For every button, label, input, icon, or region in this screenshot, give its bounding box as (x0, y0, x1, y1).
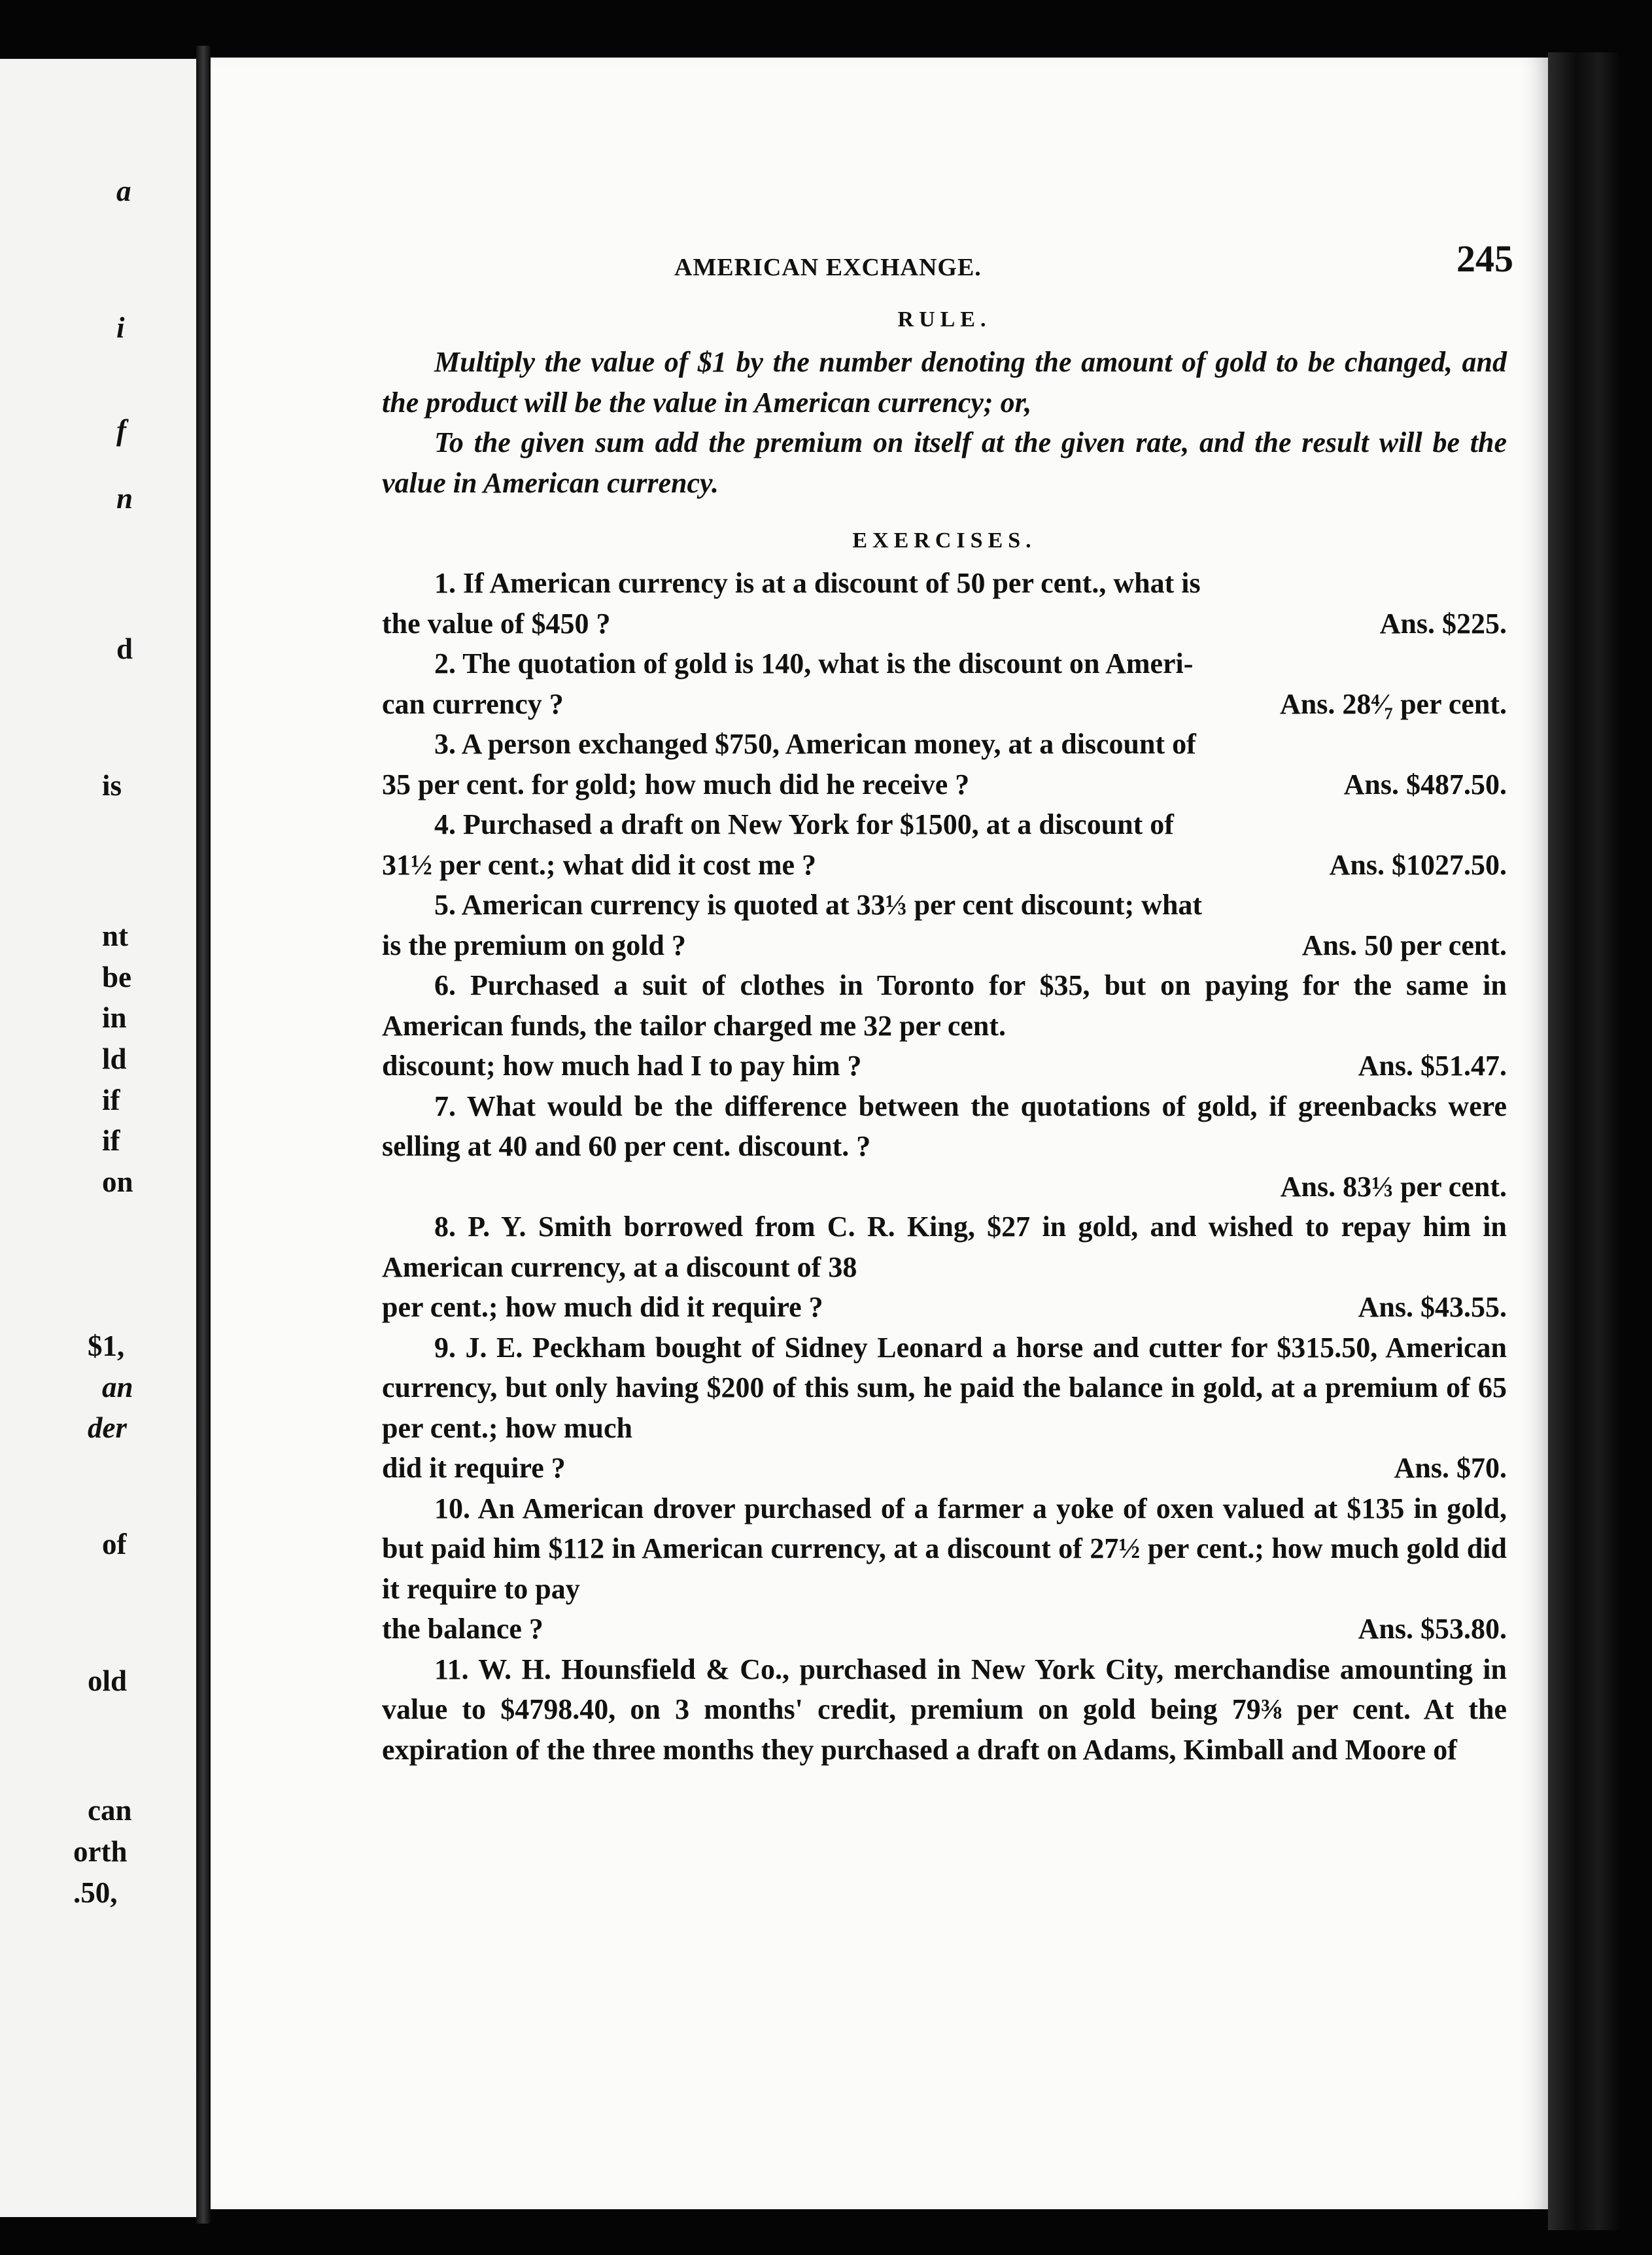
exercise-text: 8. P. Y. Smith borrowed from C. R. King, $27 in gold, and wished to repay him in American currency, at a discount of 38 (382, 1211, 1507, 1283)
exercise-answer-row (382, 765, 1507, 805)
exercise-answer: Ans. $70. (1394, 1452, 1507, 1484)
exercise-answer: Ans. $225. (1379, 607, 1507, 640)
exercise-text: can currency ? (382, 687, 564, 720)
exercise-text: is the premium on gold ? (382, 929, 686, 961)
exercise-text: the balance ? (382, 1613, 543, 1645)
exercise-answer-row (382, 604, 1507, 644)
exercise-text: per cent.; how much did it require ? (382, 1291, 823, 1323)
exercise-item (382, 1207, 1507, 1287)
exercise-text: the value of $450 ? (382, 607, 611, 640)
left-page-fragment: d (116, 632, 133, 665)
exercise-answer-row (382, 684, 1507, 725)
left-page-fragment: of (102, 1527, 127, 1560)
left-page-fragment: .50, (73, 1876, 118, 1909)
left-page-fragment: on (102, 1165, 133, 1198)
left-page-fragment: can (88, 1794, 132, 1827)
exercise-text: 9. J. E. Peckham bought of Sidney Leonard a horse and cutter for $315.50, American currency, but only having $200 of this sum, he paid the balance in gold, at a premium of 65 per cent.; how much (382, 1331, 1507, 1444)
exercise-answer-row (382, 1609, 1507, 1649)
left-page-fragment: i (116, 311, 125, 344)
exercise-item (382, 804, 1507, 845)
rule-paragraph: Multiply the value of $1 by the number denoting the amount of gold to be changed, and the product will be the value in American currency; or, (382, 346, 1507, 419)
exercise-list (382, 563, 1507, 1770)
exercise-answer: Ans. $53.80. (1358, 1613, 1507, 1645)
exercise-text: 7. What would be the difference between the quotations of gold, if greenbacks were selling at 40 and 60 per cent. discount. ? (382, 1090, 1507, 1162)
page-text (382, 237, 1513, 1770)
exercise-item (382, 885, 1507, 925)
left-page-fragment: an (102, 1370, 133, 1403)
exercise-text: 2. The quotation of gold is 140, what is the discount on Ameri- (434, 647, 1194, 680)
exercise-answer-row (382, 1287, 1507, 1328)
left-page-fragment: der (88, 1411, 127, 1445)
rule-heading: RULE. (897, 307, 991, 332)
exercise-answer: Ans. 28⁴⁄₇ per cent. (1279, 687, 1507, 720)
exercise-answer: Ans. $1027.50. (1329, 848, 1507, 881)
previous-page (0, 59, 198, 2217)
left-page-fragment: a (116, 174, 131, 207)
book-gutter (196, 46, 211, 2224)
exercise-text: 6. Purchased a suit of clothes in Toronto for $35, but on paying for the same in American funds, the tailor charged me 32 per cent. (382, 969, 1507, 1042)
running-head: AMERICAN EXCHANGE. (674, 254, 982, 281)
exercise-answer: Ans. 83⅓ per cent. (1280, 1170, 1507, 1203)
book-page (211, 58, 1548, 2209)
exercise-item (382, 1489, 1507, 1609)
exercise-text: 10. An American drover purchased of a farmer a yoke of oxen valued at $135 in gold, but paid him $112 in American currency, at a discount of 27½ per cent.; how much gold did it require to pay (382, 1492, 1507, 1605)
book-edge (1548, 52, 1620, 2230)
exercise-text: 35 per cent. for gold; how much did he receive ? (382, 768, 970, 800)
left-page-fragment: $1, (88, 1329, 125, 1362)
exercise-answer: Ans. 50 per cent. (1301, 929, 1507, 961)
left-page-fragment: ld (102, 1042, 127, 1075)
page-header (382, 237, 1513, 290)
left-page-fragment: is (102, 768, 122, 802)
rule-paragraph: To the given sum add the premium on itself at the given rate, and the result will be the value in American currency. (382, 426, 1507, 499)
exercise-text: did it require ? (382, 1452, 566, 1484)
exercise-answer-row (382, 925, 1507, 966)
exercise-answer: Ans. $43.55. (1358, 1291, 1507, 1323)
exercise-text: 5. American currency is quoted at 33⅓ per cent discount; what (434, 889, 1203, 921)
page-number: 245 (1456, 237, 1513, 280)
left-page-fragment: n (116, 482, 133, 515)
exercise-item (382, 724, 1507, 765)
left-page-fragment: be (102, 960, 131, 993)
exercise-text: 1. If American currency is at a discount of 50 per cent., what is (434, 567, 1201, 599)
exercise-text: discount; how much had I to pay him ? (382, 1050, 862, 1082)
exercise-answer-row (382, 1448, 1507, 1489)
exercise-text: 31½ per cent.; what did it cost me ? (382, 848, 816, 881)
exercise-text: 11. W. H. Hounsfield & Co., purchased in New York City, merchandise amounting in value to $4798.40, on 3 months' credit, premium on gold being 79⅜ per cent. At the expiration of the three months they purchased a draft on Adams, Kimball and Moore of (382, 1653, 1507, 1766)
left-page-fragment: if (102, 1083, 120, 1116)
left-page-fragment: f (116, 413, 126, 447)
exercise-answer: Ans. $51.47. (1358, 1050, 1507, 1082)
exercise-text: 3. A person exchanged $750, American money, at a discount of (434, 728, 1196, 760)
exercise-text: 4. Purchased a draft on New York for $1500, at a discount of (434, 808, 1174, 840)
exercise-item (382, 563, 1507, 604)
left-page-fragment: if (102, 1124, 120, 1158)
exercise-answer-row (382, 1046, 1507, 1086)
exercise-answer: Ans. $487.50. (1343, 768, 1507, 800)
left-page-fragment: in (102, 1001, 127, 1035)
exercise-item (382, 965, 1507, 1046)
exercise-item (382, 1328, 1507, 1449)
exercise-item (382, 1649, 1507, 1770)
left-page-fragment: old (88, 1664, 128, 1697)
exercise-item (382, 644, 1507, 684)
exercises-heading: EXERCISES. (852, 528, 1037, 553)
exercise-answer-row (382, 845, 1507, 886)
left-page-fragment: orth (73, 1835, 128, 1868)
left-page-fragment: nt (102, 919, 129, 952)
exercise-item (382, 1086, 1507, 1167)
